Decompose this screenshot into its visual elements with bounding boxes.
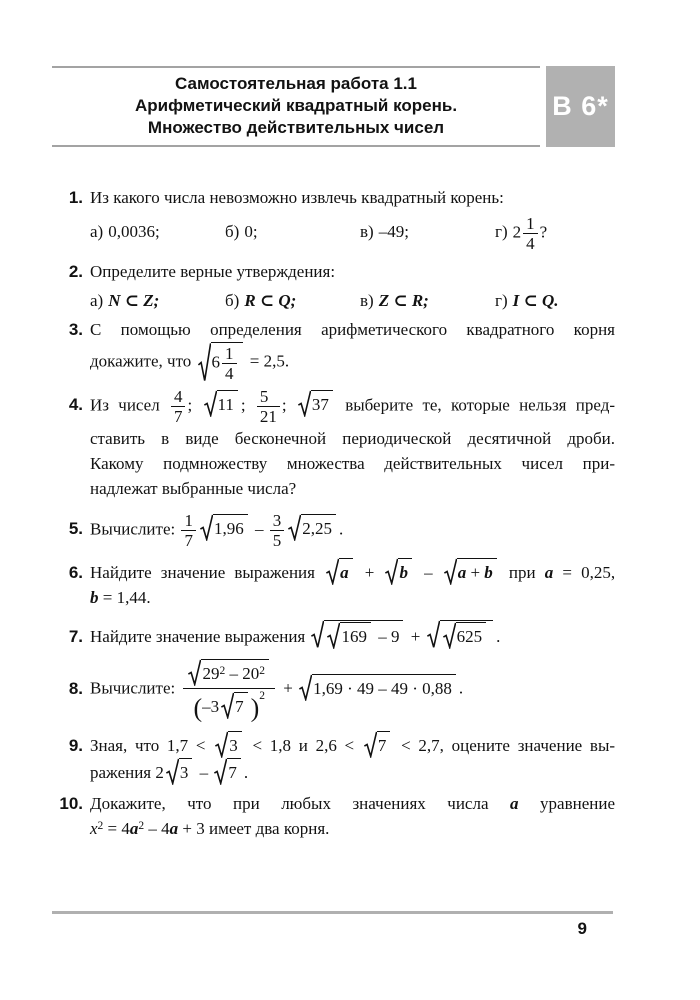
sqrt-radical: 1,69 · 49 – 49 · 0,88: [299, 674, 456, 701]
formula-line: Зная, что 1,7 < 3 < 1,8 и 2,6 < 7 < 2,7, оцените значение вы-: [90, 731, 615, 758]
problem-text: ставить в виде бесконечной периодической десятичной дроби.: [90, 429, 615, 448]
option-a: а) N ⊂ Z;: [90, 291, 160, 310]
sqrt-radical: 625: [443, 622, 487, 649]
title-line-2: Арифметический квадратный корень.: [134, 96, 458, 115]
option-g: г) I ⊂ Q.: [495, 291, 559, 310]
radical-sign-icon: [298, 390, 311, 417]
formula-line: Из чисел $\frac{4}{7}$ ; 11 ; $\frac{5}{21}$ ; 37 выберите те, которые нельзя пред-: [90, 387, 616, 426]
problem-1: [52, 185, 615, 253]
problem-text: надлежат выбранные числа?: [90, 479, 297, 498]
big-fraction: [183, 659, 275, 721]
problem-list: [52, 185, 615, 841]
problem-4: [52, 387, 615, 501]
sqrt-radical: 11: [204, 390, 238, 417]
radical-sign-icon: [311, 620, 324, 649]
fraction: $\frac{1}{4}$: [222, 344, 237, 383]
footer-rule: [52, 911, 613, 914]
radical-sign-icon: [198, 342, 211, 383]
sqrt-radical: 37: [298, 390, 333, 417]
radical-sign-icon: [288, 514, 301, 541]
worksheet-title: [52, 66, 540, 147]
sqrt-radical: a: [326, 558, 353, 585]
problem-number: 5.: [68, 519, 83, 539]
page-footer: [52, 911, 613, 939]
problem-text: Определите верные утверждения:: [90, 262, 336, 281]
option-g: г) 2 $\frac{1}{4}$ ?: [495, 214, 548, 253]
problem-number: 4.: [68, 395, 83, 415]
formula-line: Найдите значение выражения a + b – a + b при a = 0,25,: [90, 558, 615, 585]
problem-6: [52, 558, 615, 610]
sqrt-radical: 3: [215, 731, 242, 758]
options-row: [90, 214, 615, 253]
radical-sign-icon: [385, 558, 398, 585]
variant-badge: В 6*: [546, 66, 615, 147]
option-a: а) 0,0036;: [90, 222, 160, 242]
formula-line: докажите, что 6 $\frac{1}{4}$ = 2,5.: [90, 344, 290, 383]
sqrt-radical: 3: [166, 758, 193, 785]
sqrt-radical: 6 $\frac{1}{4}$: [198, 342, 243, 383]
radical-sign-icon: [166, 758, 179, 785]
sqrt-radical: 7: [364, 731, 391, 758]
title-line-3: Множество действительных чисел: [147, 118, 445, 137]
fraction: $\frac{1}{7}$: [181, 511, 196, 550]
sqrt-radical: b: [385, 558, 412, 585]
radical-sign-icon: [327, 622, 340, 649]
problem-number: 10.: [59, 793, 83, 813]
problem-text: Вычислите:: [90, 519, 176, 539]
fraction: $\frac{5}{21}$: [257, 387, 280, 426]
problem-number: 9.: [68, 735, 83, 755]
problem-number: 3.: [68, 320, 83, 339]
problem-number: 2.: [68, 262, 83, 281]
radical-sign-icon: [214, 758, 227, 785]
formula-line: $x^2 = 4a^2 - 4a + 3$ имеет два корня.: [90, 818, 330, 838]
options-row: [90, 288, 615, 313]
problem-text: Найдите значение выражения: [90, 627, 306, 646]
problem-number: 8.: [68, 678, 83, 698]
problem-7: 7. Найдите значение выражения 169 – 9 + 625 .: [52, 620, 615, 649]
problem-number: 6.: [68, 563, 83, 582]
problem-text: Вычислите:: [90, 678, 176, 698]
nested-sqrt-radical: [427, 620, 494, 649]
problem-8: 8. Вычислите: $29^2 - 20^2$ (–3 7 )$^2$ + 1,69 · 49 – 49 · 0,88 .: [52, 659, 615, 721]
fraction-numerator: [183, 659, 275, 688]
sqrt-radical: a + b: [444, 558, 497, 585]
radical-sign-icon: [444, 558, 457, 585]
fraction: $\frac{3}{5}$: [270, 511, 285, 550]
problem-number: 7.: [68, 627, 83, 646]
option-v: в) Z ⊂ R;: [360, 291, 429, 310]
sqrt-radical: 7: [221, 692, 248, 719]
problem-10: [52, 791, 615, 841]
sqrt-radical: $29^2 - 20^2$: [188, 659, 269, 686]
problem-9: [52, 731, 615, 785]
option-v: в) –49;: [360, 222, 409, 242]
problem-text: Докажите, что при любых значениях числа a уравнение: [90, 793, 615, 813]
radical-sign-icon: [364, 731, 377, 758]
radical-sign-icon: [204, 390, 217, 417]
fraction-denominator: (–3 7 )$^2$: [183, 688, 275, 721]
radical-sign-icon: [188, 659, 201, 686]
fraction: $\frac{1}{4}$: [523, 214, 538, 253]
problem-text: Из какого числа невозможно извлечь квадратный корень:: [90, 188, 504, 207]
problem-number: 1.: [68, 188, 83, 207]
radical-sign-icon: [215, 731, 228, 758]
title-line-1: Самостоятельная работа 1.1: [175, 74, 417, 93]
option-b: б) R ⊂ Q;: [225, 291, 297, 310]
page-number: 9: [577, 919, 587, 938]
problem-text: С помощью определения арифметического квадратного корня: [90, 320, 615, 339]
problem-text: Какому подмножеству множества действительных чисел при-: [90, 454, 615, 473]
problem-3: [52, 317, 615, 383]
radical-sign-icon: [200, 514, 213, 541]
problem-5: 5. Вычислите: $\frac{1}{7}$ 1,96 – $\frac{3}{5}$ 2,25 .: [52, 511, 615, 550]
worksheet-header: [52, 66, 615, 147]
nested-sqrt-radical: 169 – 9: [311, 620, 403, 649]
sqrt-radical: 2,25: [288, 514, 336, 541]
radical-sign-icon: [326, 558, 339, 585]
formula-line: ражения 2 3 – 7 .: [90, 758, 615, 785]
sqrt-radical: 7: [214, 758, 241, 785]
option-b: б) 0;: [225, 222, 258, 242]
radical-sign-icon: [427, 620, 440, 649]
radical-sign-icon: [443, 622, 456, 649]
problem-text: b = 1,44.: [90, 588, 151, 607]
sqrt-radical: 1,96: [200, 514, 248, 541]
sqrt-radical: 169: [327, 622, 371, 649]
radical-sign-icon: [221, 692, 234, 719]
fraction: $\frac{4}{7}$: [171, 387, 186, 426]
problem-2: [52, 259, 615, 313]
radical-sign-icon: [299, 674, 312, 701]
